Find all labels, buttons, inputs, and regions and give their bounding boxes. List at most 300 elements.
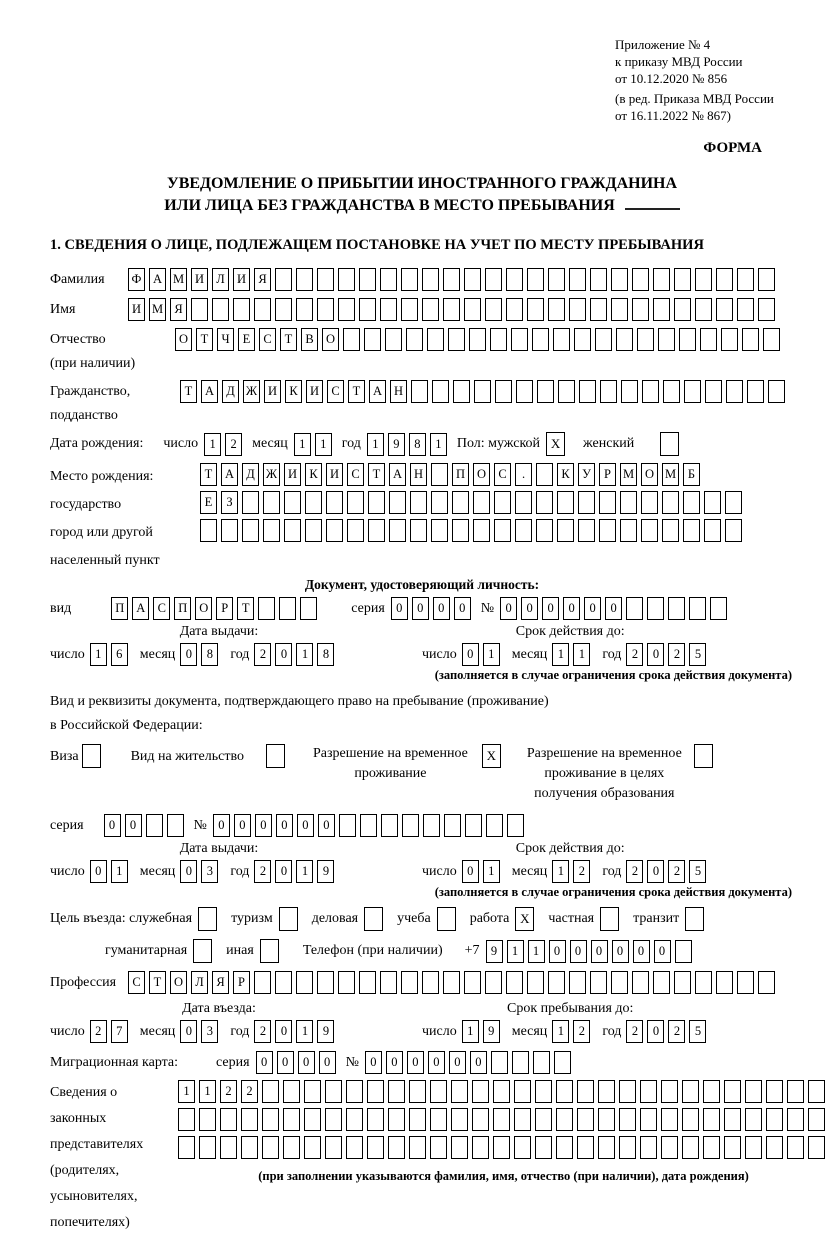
char-cell[interactable] — [325, 1108, 342, 1131]
char-cell[interactable] — [598, 1136, 615, 1159]
char-cell[interactable] — [199, 1136, 216, 1159]
char-cell[interactable]: М — [170, 268, 187, 291]
char-cell[interactable] — [200, 519, 217, 542]
char-cell[interactable] — [359, 298, 376, 321]
char-cell[interactable] — [339, 814, 356, 837]
char-cell[interactable]: 0 — [654, 940, 671, 963]
char-cell[interactable]: 0 — [647, 1020, 664, 1043]
char-cell[interactable]: 0 — [462, 860, 479, 883]
char-cell[interactable] — [422, 971, 439, 994]
char-cell[interactable] — [668, 597, 685, 620]
char-cell[interactable] — [653, 268, 670, 291]
char-cell[interactable] — [511, 328, 528, 351]
char-cell[interactable]: О — [641, 463, 658, 486]
char-cell[interactable]: О — [322, 328, 339, 351]
char-cell[interactable]: 1 — [296, 860, 313, 883]
char-cell[interactable] — [367, 1108, 384, 1131]
char-cell[interactable] — [409, 1108, 426, 1131]
char-cell[interactable] — [220, 1108, 237, 1131]
char-cell[interactable] — [388, 1108, 405, 1131]
char-cell[interactable]: 9 — [486, 940, 503, 963]
char-cell[interactable]: О — [473, 463, 490, 486]
char-cell[interactable] — [452, 519, 469, 542]
char-cell[interactable] — [486, 814, 503, 837]
char-cell[interactable]: Н — [390, 380, 407, 403]
char-cell[interactable]: В — [301, 328, 318, 351]
char-cell[interactable]: 1 — [552, 643, 569, 666]
char-cell[interactable] — [451, 1080, 468, 1103]
char-cell[interactable] — [325, 1136, 342, 1159]
char-cell[interactable] — [758, 971, 775, 994]
char-cell[interactable] — [304, 1136, 321, 1159]
char-cell[interactable]: Р — [216, 597, 233, 620]
char-cell[interactable] — [554, 1051, 571, 1074]
char-cell[interactable] — [495, 380, 512, 403]
purpose-official-checkbox[interactable] — [198, 907, 217, 931]
char-cell[interactable] — [577, 1080, 594, 1103]
char-cell[interactable] — [527, 298, 544, 321]
visa-checkbox[interactable] — [82, 744, 101, 768]
char-cell[interactable]: 1 — [462, 1020, 479, 1043]
char-cell[interactable]: 0 — [591, 940, 608, 963]
residence-permit-checkbox[interactable] — [266, 744, 285, 768]
char-cell[interactable] — [682, 1136, 699, 1159]
char-cell[interactable] — [745, 1136, 762, 1159]
char-cell[interactable] — [401, 268, 418, 291]
char-cell[interactable] — [758, 298, 775, 321]
char-cell[interactable] — [679, 328, 696, 351]
char-cell[interactable]: И — [233, 268, 250, 291]
char-cell[interactable] — [705, 380, 722, 403]
char-cell[interactable]: П — [174, 597, 191, 620]
char-cell[interactable] — [766, 1136, 783, 1159]
char-cell[interactable]: 9 — [388, 433, 405, 456]
char-cell[interactable] — [758, 268, 775, 291]
char-cell[interactable]: 9 — [483, 1020, 500, 1043]
sex-male-checkbox[interactable]: X — [546, 432, 565, 456]
char-cell[interactable]: 1 — [294, 433, 311, 456]
char-cell[interactable] — [473, 519, 490, 542]
char-cell[interactable] — [533, 1051, 550, 1074]
char-cell[interactable]: 0 — [275, 860, 292, 883]
char-cell[interactable] — [254, 298, 271, 321]
char-cell[interactable] — [590, 298, 607, 321]
char-cell[interactable] — [485, 268, 502, 291]
char-cell[interactable]: 0 — [319, 1051, 336, 1074]
char-cell[interactable]: М — [620, 463, 637, 486]
purpose-humanitarian-checkbox[interactable] — [193, 939, 212, 963]
char-cell[interactable] — [410, 519, 427, 542]
char-cell[interactable] — [640, 1108, 657, 1131]
char-cell[interactable]: Я — [170, 298, 187, 321]
char-cell[interactable]: А — [132, 597, 149, 620]
char-cell[interactable] — [640, 1136, 657, 1159]
char-cell[interactable]: 1 — [296, 643, 313, 666]
char-cell[interactable] — [284, 491, 301, 514]
char-cell[interactable] — [716, 268, 733, 291]
char-cell[interactable] — [367, 1080, 384, 1103]
char-cell[interactable] — [569, 268, 586, 291]
char-cell[interactable]: 0 — [462, 643, 479, 666]
char-cell[interactable] — [725, 491, 742, 514]
char-cell[interactable] — [346, 1080, 363, 1103]
char-cell[interactable] — [642, 380, 659, 403]
char-cell[interactable] — [515, 519, 532, 542]
char-cell[interactable]: 5 — [689, 1020, 706, 1043]
char-cell[interactable]: О — [170, 971, 187, 994]
char-cell[interactable] — [641, 491, 658, 514]
char-cell[interactable] — [661, 1136, 678, 1159]
char-cell[interactable] — [590, 268, 607, 291]
char-cell[interactable]: 0 — [500, 597, 517, 620]
char-cell[interactable]: 0 — [605, 597, 622, 620]
char-cell[interactable]: С — [153, 597, 170, 620]
char-cell[interactable]: 0 — [276, 814, 293, 837]
char-cell[interactable] — [548, 971, 565, 994]
char-cell[interactable] — [626, 597, 643, 620]
char-cell[interactable] — [766, 1108, 783, 1131]
char-cell[interactable]: 0 — [449, 1051, 466, 1074]
char-cell[interactable] — [473, 491, 490, 514]
char-cell[interactable] — [451, 1108, 468, 1131]
char-cell[interactable] — [506, 971, 523, 994]
char-cell[interactable] — [599, 491, 616, 514]
char-cell[interactable]: П — [452, 463, 469, 486]
char-cell[interactable] — [616, 328, 633, 351]
char-cell[interactable] — [304, 1108, 321, 1131]
char-cell[interactable] — [388, 1136, 405, 1159]
char-cell[interactable] — [452, 491, 469, 514]
char-cell[interactable] — [569, 971, 586, 994]
char-cell[interactable] — [574, 328, 591, 351]
char-cell[interactable] — [367, 1136, 384, 1159]
char-cell[interactable] — [737, 298, 754, 321]
char-cell[interactable]: 0 — [275, 643, 292, 666]
char-cell[interactable]: 2 — [626, 1020, 643, 1043]
char-cell[interactable] — [808, 1136, 825, 1159]
char-cell[interactable]: С — [327, 380, 344, 403]
char-cell[interactable]: И — [326, 463, 343, 486]
char-cell[interactable]: Ф — [128, 268, 145, 291]
sex-female-checkbox[interactable] — [660, 432, 679, 456]
char-cell[interactable] — [653, 971, 670, 994]
char-cell[interactable]: 0 — [542, 597, 559, 620]
char-cell[interactable]: 0 — [386, 1051, 403, 1074]
char-cell[interactable] — [346, 1108, 363, 1131]
char-cell[interactable] — [402, 814, 419, 837]
char-cell[interactable] — [619, 1108, 636, 1131]
char-cell[interactable] — [275, 298, 292, 321]
char-cell[interactable] — [532, 328, 549, 351]
char-cell[interactable] — [380, 971, 397, 994]
char-cell[interactable]: 0 — [549, 940, 566, 963]
char-cell[interactable] — [167, 814, 184, 837]
char-cell[interactable]: Т — [368, 463, 385, 486]
char-cell[interactable]: 0 — [563, 597, 580, 620]
char-cell[interactable] — [325, 1080, 342, 1103]
char-cell[interactable] — [444, 814, 461, 837]
char-cell[interactable] — [346, 1136, 363, 1159]
char-cell[interactable] — [703, 1108, 720, 1131]
char-cell[interactable]: К — [305, 463, 322, 486]
char-cell[interactable]: 3 — [201, 860, 218, 883]
char-cell[interactable] — [704, 491, 721, 514]
char-cell[interactable] — [683, 491, 700, 514]
char-cell[interactable] — [527, 268, 544, 291]
char-cell[interactable]: Ч — [217, 328, 234, 351]
char-cell[interactable] — [423, 814, 440, 837]
char-cell[interactable]: 1 — [367, 433, 384, 456]
char-cell[interactable] — [254, 971, 271, 994]
char-cell[interactable]: Я — [254, 268, 271, 291]
char-cell[interactable]: 0 — [125, 814, 142, 837]
char-cell[interactable] — [662, 519, 679, 542]
char-cell[interactable]: 0 — [584, 597, 601, 620]
char-cell[interactable] — [485, 298, 502, 321]
char-cell[interactable] — [401, 971, 418, 994]
char-cell[interactable] — [662, 491, 679, 514]
char-cell[interactable] — [406, 328, 423, 351]
char-cell[interactable] — [494, 519, 511, 542]
char-cell[interactable] — [619, 1080, 636, 1103]
char-cell[interactable]: 0 — [633, 940, 650, 963]
char-cell[interactable]: 8 — [317, 643, 334, 666]
char-cell[interactable]: 1 — [483, 860, 500, 883]
char-cell[interactable] — [716, 971, 733, 994]
char-cell[interactable]: 0 — [428, 1051, 445, 1074]
char-cell[interactable] — [469, 328, 486, 351]
char-cell[interactable]: А — [369, 380, 386, 403]
char-cell[interactable]: 9 — [317, 1020, 334, 1043]
char-cell[interactable] — [768, 380, 785, 403]
char-cell[interactable] — [338, 268, 355, 291]
char-cell[interactable] — [536, 519, 553, 542]
char-cell[interactable]: З — [221, 491, 238, 514]
char-cell[interactable]: 1 — [296, 1020, 313, 1043]
char-cell[interactable]: 0 — [647, 860, 664, 883]
char-cell[interactable]: 0 — [180, 860, 197, 883]
char-cell[interactable] — [464, 268, 481, 291]
char-cell[interactable]: 0 — [90, 860, 107, 883]
char-cell[interactable]: У — [578, 463, 595, 486]
char-cell[interactable] — [653, 298, 670, 321]
char-cell[interactable]: Т — [149, 971, 166, 994]
char-cell[interactable] — [380, 268, 397, 291]
char-cell[interactable] — [695, 971, 712, 994]
char-cell[interactable] — [787, 1136, 804, 1159]
char-cell[interactable]: 5 — [689, 860, 706, 883]
char-cell[interactable]: М — [662, 463, 679, 486]
char-cell[interactable] — [338, 298, 355, 321]
char-cell[interactable] — [380, 298, 397, 321]
char-cell[interactable]: 0 — [433, 597, 450, 620]
char-cell[interactable]: 0 — [318, 814, 335, 837]
char-cell[interactable] — [599, 519, 616, 542]
char-cell[interactable] — [620, 519, 637, 542]
char-cell[interactable] — [590, 971, 607, 994]
char-cell[interactable] — [305, 491, 322, 514]
char-cell[interactable] — [296, 298, 313, 321]
char-cell[interactable] — [808, 1080, 825, 1103]
char-cell[interactable]: 0 — [365, 1051, 382, 1074]
char-cell[interactable]: Л — [212, 268, 229, 291]
char-cell[interactable] — [422, 268, 439, 291]
char-cell[interactable] — [448, 328, 465, 351]
char-cell[interactable]: Л — [191, 971, 208, 994]
char-cell[interactable] — [178, 1108, 195, 1131]
char-cell[interactable] — [262, 1136, 279, 1159]
char-cell[interactable] — [347, 519, 364, 542]
char-cell[interactable]: 0 — [213, 814, 230, 837]
char-cell[interactable] — [598, 1108, 615, 1131]
char-cell[interactable] — [663, 380, 680, 403]
char-cell[interactable] — [632, 268, 649, 291]
char-cell[interactable] — [724, 1136, 741, 1159]
char-cell[interactable] — [537, 380, 554, 403]
char-cell[interactable] — [491, 1051, 508, 1074]
char-cell[interactable]: 1 — [552, 1020, 569, 1043]
char-cell[interactable]: Т — [280, 328, 297, 351]
purpose-other-checkbox[interactable] — [260, 939, 279, 963]
char-cell[interactable] — [388, 1080, 405, 1103]
char-cell[interactable]: С — [347, 463, 364, 486]
char-cell[interactable] — [535, 1080, 552, 1103]
char-cell[interactable] — [703, 1136, 720, 1159]
char-cell[interactable] — [619, 1136, 636, 1159]
char-cell[interactable] — [275, 268, 292, 291]
char-cell[interactable] — [514, 1136, 531, 1159]
char-cell[interactable] — [443, 298, 460, 321]
char-cell[interactable] — [737, 971, 754, 994]
char-cell[interactable] — [343, 328, 360, 351]
char-cell[interactable]: 1 — [111, 860, 128, 883]
char-cell[interactable]: 2 — [626, 860, 643, 883]
char-cell[interactable] — [787, 1108, 804, 1131]
char-cell[interactable] — [611, 298, 628, 321]
char-cell[interactable] — [401, 298, 418, 321]
char-cell[interactable]: О — [175, 328, 192, 351]
char-cell[interactable] — [464, 971, 481, 994]
char-cell[interactable] — [242, 491, 259, 514]
char-cell[interactable]: Т — [200, 463, 217, 486]
char-cell[interactable] — [515, 491, 532, 514]
char-cell[interactable] — [263, 519, 280, 542]
char-cell[interactable] — [536, 463, 553, 486]
char-cell[interactable] — [675, 940, 692, 963]
char-cell[interactable] — [360, 814, 377, 837]
char-cell[interactable] — [725, 519, 742, 542]
char-cell[interactable] — [241, 1136, 258, 1159]
purpose-work-checkbox[interactable]: X — [515, 907, 534, 931]
char-cell[interactable] — [493, 1080, 510, 1103]
char-cell[interactable] — [451, 1136, 468, 1159]
char-cell[interactable] — [364, 328, 381, 351]
char-cell[interactable] — [507, 814, 524, 837]
char-cell[interactable]: 6 — [111, 643, 128, 666]
char-cell[interactable] — [684, 380, 701, 403]
char-cell[interactable] — [317, 971, 334, 994]
char-cell[interactable]: 1 — [573, 643, 590, 666]
char-cell[interactable] — [493, 1108, 510, 1131]
char-cell[interactable] — [595, 328, 612, 351]
char-cell[interactable] — [579, 380, 596, 403]
char-cell[interactable]: И — [128, 298, 145, 321]
char-cell[interactable]: 0 — [454, 597, 471, 620]
char-cell[interactable] — [389, 519, 406, 542]
char-cell[interactable] — [430, 1136, 447, 1159]
char-cell[interactable]: 8 — [409, 433, 426, 456]
char-cell[interactable] — [674, 268, 691, 291]
char-cell[interactable] — [472, 1136, 489, 1159]
char-cell[interactable]: 2 — [668, 643, 685, 666]
char-cell[interactable] — [233, 298, 250, 321]
char-cell[interactable]: 5 — [689, 643, 706, 666]
char-cell[interactable]: 0 — [180, 643, 197, 666]
char-cell[interactable] — [427, 328, 444, 351]
char-cell[interactable] — [640, 1080, 657, 1103]
char-cell[interactable]: П — [111, 597, 128, 620]
char-cell[interactable] — [516, 380, 533, 403]
char-cell[interactable] — [724, 1080, 741, 1103]
char-cell[interactable] — [472, 1080, 489, 1103]
char-cell[interactable]: К — [285, 380, 302, 403]
char-cell[interactable] — [578, 491, 595, 514]
char-cell[interactable]: Ж — [243, 380, 260, 403]
char-cell[interactable]: 0 — [391, 597, 408, 620]
char-cell[interactable]: 1 — [90, 643, 107, 666]
char-cell[interactable] — [611, 268, 628, 291]
char-cell[interactable]: 0 — [256, 1051, 273, 1074]
char-cell[interactable] — [577, 1136, 594, 1159]
char-cell[interactable]: 2 — [220, 1080, 237, 1103]
char-cell[interactable]: 3 — [201, 1020, 218, 1043]
char-cell[interactable] — [220, 1136, 237, 1159]
char-cell[interactable] — [689, 597, 706, 620]
char-cell[interactable] — [381, 814, 398, 837]
char-cell[interactable] — [716, 298, 733, 321]
char-cell[interactable] — [465, 814, 482, 837]
char-cell[interactable]: 2 — [573, 1020, 590, 1043]
char-cell[interactable] — [359, 971, 376, 994]
char-cell[interactable] — [600, 380, 617, 403]
char-cell[interactable] — [347, 491, 364, 514]
char-cell[interactable] — [647, 597, 664, 620]
char-cell[interactable] — [242, 519, 259, 542]
char-cell[interactable] — [506, 268, 523, 291]
char-cell[interactable] — [178, 1136, 195, 1159]
char-cell[interactable] — [514, 1108, 531, 1131]
char-cell[interactable] — [431, 463, 448, 486]
char-cell[interactable]: Т — [196, 328, 213, 351]
char-cell[interactable] — [682, 1080, 699, 1103]
char-cell[interactable] — [191, 298, 208, 321]
char-cell[interactable] — [431, 491, 448, 514]
char-cell[interactable] — [556, 1080, 573, 1103]
char-cell[interactable] — [146, 814, 163, 837]
char-cell[interactable]: 2 — [668, 860, 685, 883]
char-cell[interactable]: Р — [599, 463, 616, 486]
char-cell[interactable]: С — [128, 971, 145, 994]
char-cell[interactable] — [557, 519, 574, 542]
char-cell[interactable] — [578, 519, 595, 542]
char-cell[interactable]: А — [201, 380, 218, 403]
char-cell[interactable] — [443, 971, 460, 994]
char-cell[interactable] — [658, 328, 675, 351]
char-cell[interactable] — [338, 971, 355, 994]
char-cell[interactable]: Ж — [263, 463, 280, 486]
char-cell[interactable]: 2 — [254, 643, 271, 666]
char-cell[interactable]: Я — [212, 971, 229, 994]
